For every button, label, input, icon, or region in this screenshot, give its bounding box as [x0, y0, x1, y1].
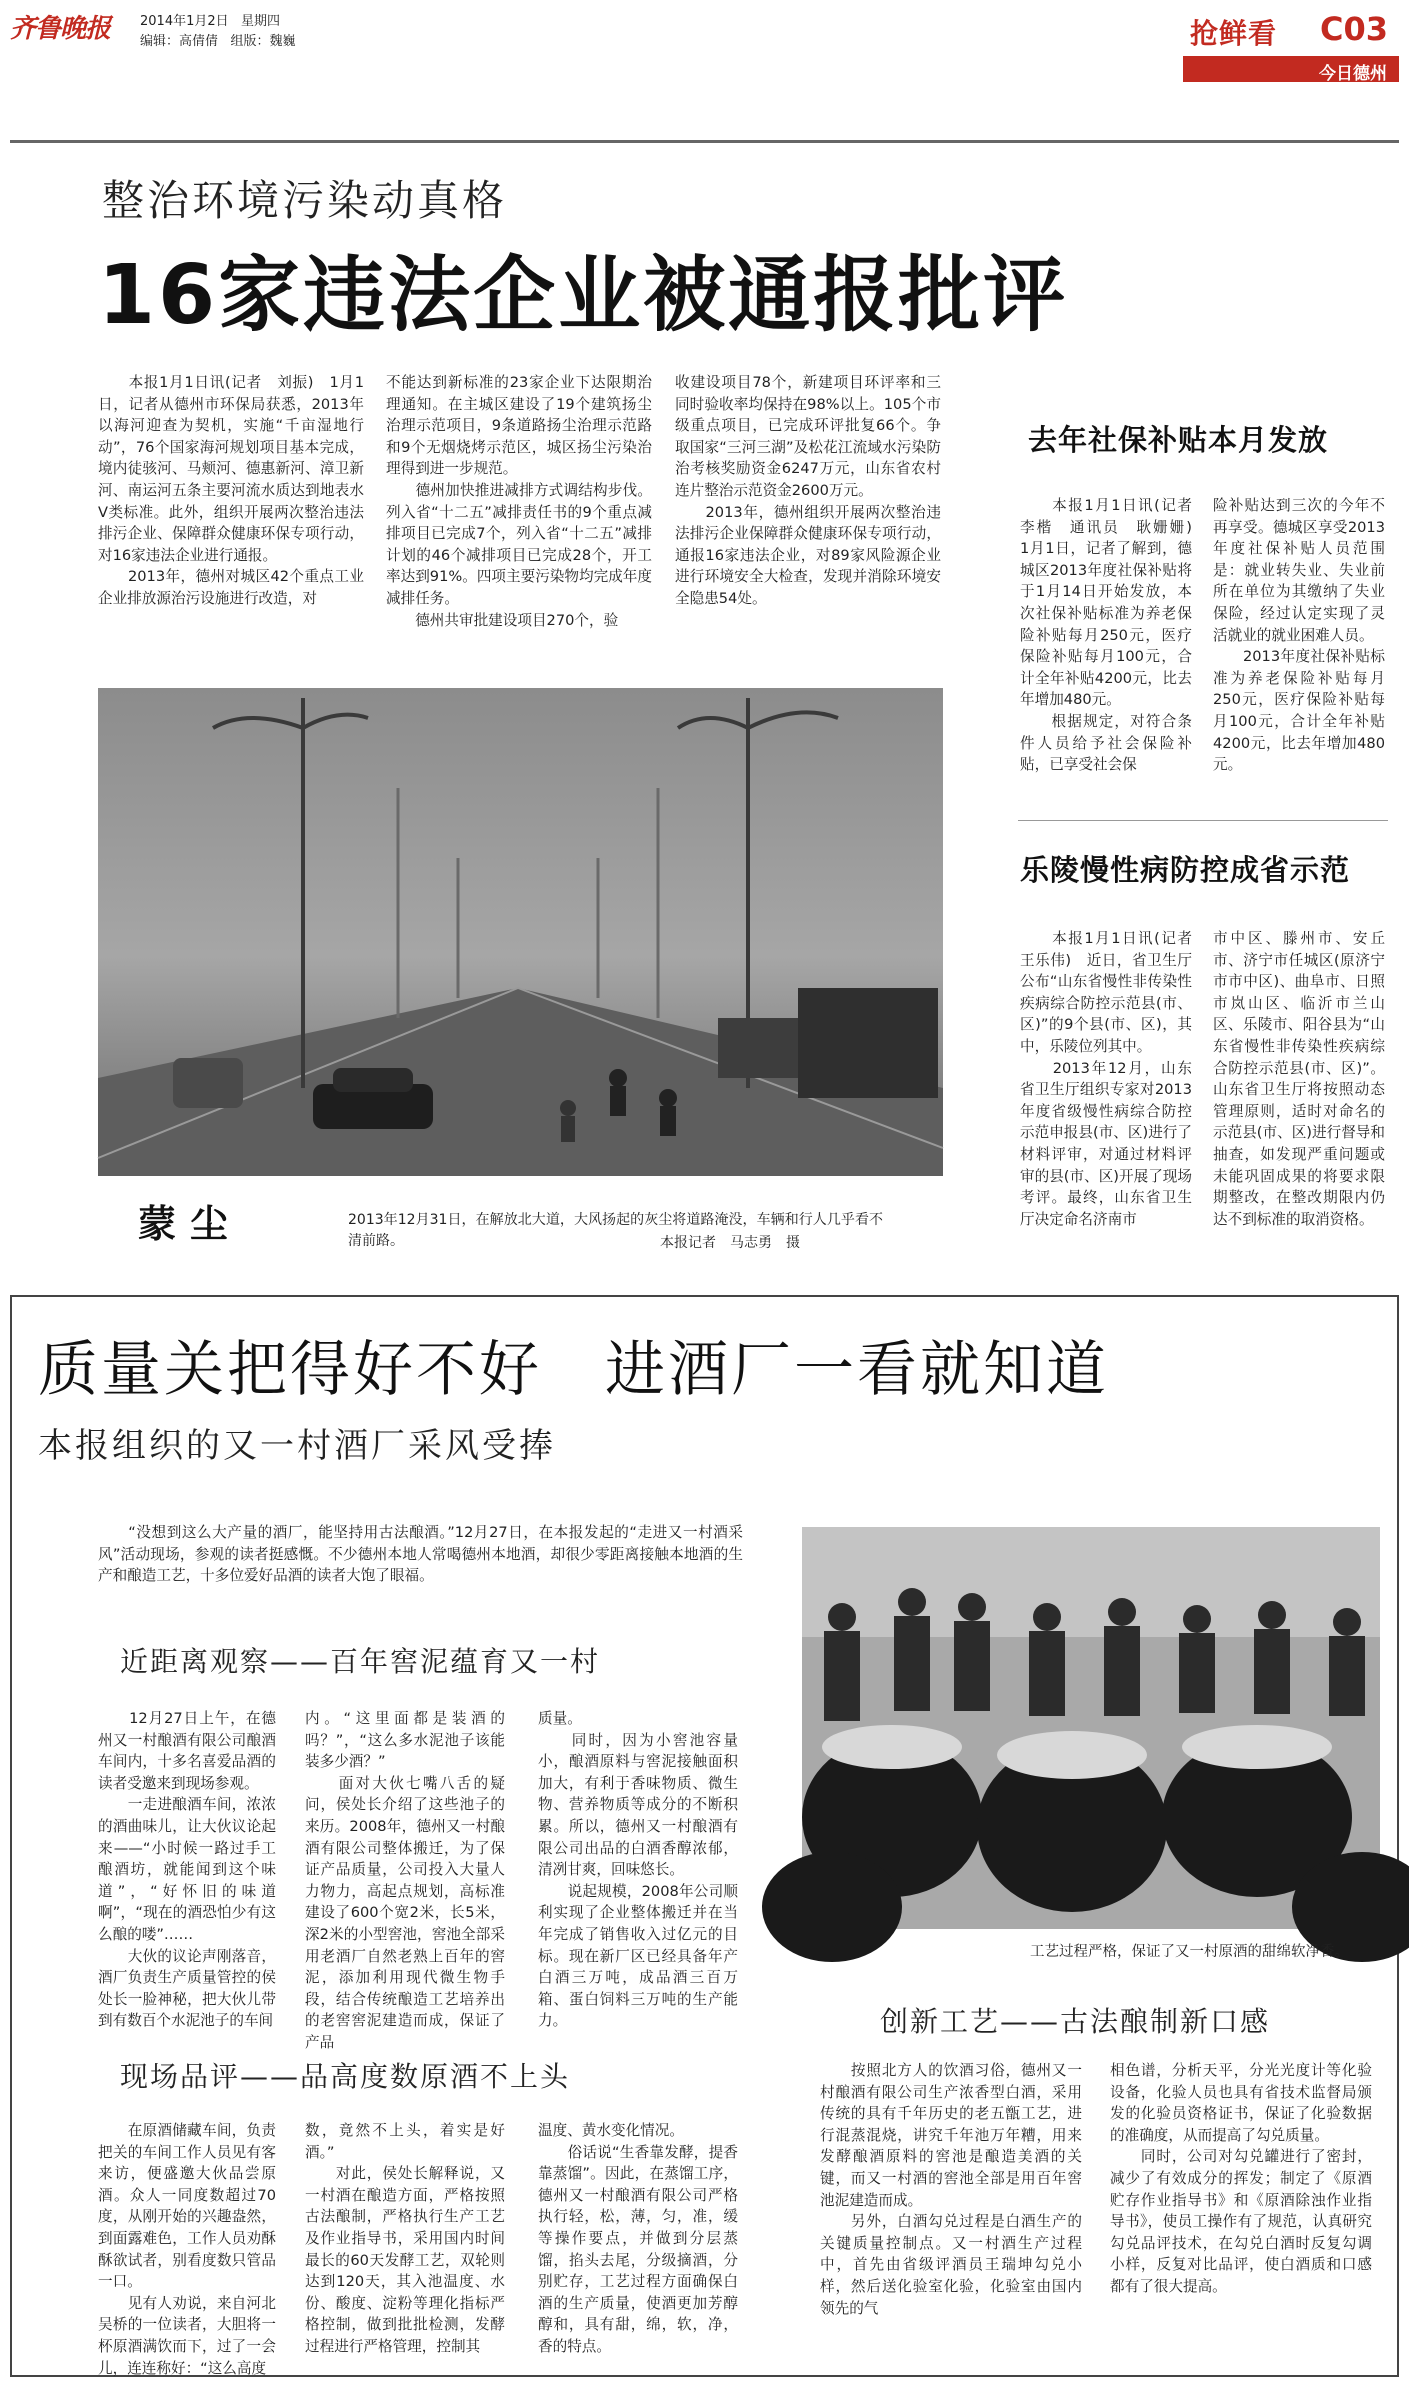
feature-subhead: 本报组织的又一村酒厂采风受捧	[38, 1426, 556, 1466]
side1-col-2: 险补贴达到三次的今年不再享受。德城区享受2013年度社保补贴人员范围是：就业转失业、失业前所在单位为其缴纳了失业保险，经过认定实现了灵活就业的就业困难人员。 2013年度社保补贴标准为养老保险补贴每月250元，医疗保险补贴每月100元，合计全年补贴4200元，比去年增加480元。	[1213, 497, 1385, 774]
side1-headline: 去年社保补贴本月发放	[1028, 423, 1329, 457]
section-sub-badge	[1183, 56, 1399, 82]
layout-label: 组版	[230, 34, 257, 49]
lead-col-2: 不能达到新标准的23家企业下达限期治理通知。在主城区建设了19个建筑扬尘治理示范项目，9条道路扬尘治理示范路和9个无烟烧烤示范区，城区扬尘污染治理得到进一步规范。 德州加快推进减排方式调结构步伐。列入省“十二五”减排责任书的9个重点减排项目已完成7个，列入省“十二五”减排计划的46个减排项目已完成28个，开工率达到91%。四项主要污染物均完成年度减排任务。 德州共审批建设项目270个，验	[386, 374, 652, 629]
photo1-credit: 本报记者 马志勇 摄	[660, 1235, 800, 1251]
lead-col-1: 本报1月1日讯(记者 刘振) 1月1日，记者从德州市环保局获悉，2013年以海河迎查为契机，实施“千亩湿地行动”，76个国家海河规划项目基本完成，境内徒骇河、马颊河、德惠新河、漳卫新河、南运河五条主要河流水质达到地表水Ⅴ类标准。此外，组织开展两次整治违法排污企业、保障群众健康环保专项行动，对16家违法企业进行通报。 2013年，德州对城区42个重点工业企业排放源治污设施进行改造，对	[98, 374, 364, 607]
layout-name: 魏巍	[269, 34, 296, 49]
editor-label: 编辑	[140, 34, 167, 49]
header-rule	[10, 140, 1399, 143]
winery-photo	[802, 1527, 1380, 1929]
s1-col-3: 质量。 同时，因为小窖池容量小，酿酒原料与窖泥接触面积加大，有利于香味物质、微生物、营养物质等成分的不断积累。所以，德州又一村酿酒有限公司出品的白酒香醇浓郁，清冽甘爽，回味悠长。 说起规模，2008年公司顺利实现了企业整体搬迁并在当年完成了销售收入过亿元的目标。现在新厂区已经具备年产白酒三万吨，成品酒三百万箱、蛋白饲料三万吨的生产能力。	[538, 1710, 738, 2030]
lead-headline: 16家违法企业被通报批评	[98, 248, 1069, 343]
smog-photo	[98, 688, 943, 1176]
section-sub-text: 今日德州	[1319, 64, 1387, 84]
winery-jars-image	[802, 1527, 1380, 1929]
lead-kicker: 整治环境污染动真格	[102, 176, 508, 225]
s1-col-2: 内。“这里面都是装酒的吗？”，“这么多水泥池子该能装多少酒？” 面对大伙七嘴八舌的疑问，侯处长介绍了这些池子的来历。2008年，德州又一村酿酒有限公司整体搬迁，为了保证产品质量，公司投入大量人力物力，高起点规划，高标准建设了600个宽2米，长5米，深2米的小型窖池，窖池全部采用老酒厂自然老熟上百年的窖泥，添加利用现代微生物手段，结合传统酿造工艺培养出的老窖窖泥建造而成，保证了产品	[305, 1710, 505, 2051]
smog-street-image	[98, 688, 943, 1176]
date-text: 2014年1月2日	[140, 14, 229, 29]
section-name: 抢鲜看	[1190, 17, 1278, 50]
winery-photo-caption: 工艺过程严格，保证了又一村原酒的甜绵软净香。	[1030, 1944, 1349, 1960]
side2-headline: 乐陵慢性病防控成省示范	[1020, 853, 1351, 887]
feature-headline: 质量关把得好不好 进酒厂一看就知道	[38, 1335, 1109, 1405]
s2-col-3: 温度、黄水变化情况。 俗话说“生香靠发酵，提香靠蒸馏”。因此，在蒸馏工序，德州又一村酿酒有限公司严格执行轻，松，薄，匀，准，缓等操作要点，并做到分层蒸馏，掐头去尾，分级摘酒，分别贮存，工艺过程方面确保白酒的生产质量，使酒更加芳醇醇和，具有甜，绵，软，净，香的特点。	[538, 2122, 738, 2355]
weekday-text: 星期四	[241, 14, 281, 29]
section3-title: 创新工艺——古法酿制新口感	[880, 2005, 1271, 2038]
editor-line: 编辑：高倩倩 组版：魏巍	[140, 34, 296, 49]
s3-col-1: 按照北方人的饮酒习俗，德州又一村酿酒有限公司生产浓香型白酒，采用传统的具有千年历史的老五甑工艺，进行混蒸混烧，讲究千年池万年糟，用来发酵酿酒原料的窖池是酿造美酒的关键，而又一村酒的窖池全部是用百年窖池泥建造而成。 另外，白酒勾兑过程是白酒生产的关键质量控制点。又一村酒生产过程中，首先由省级评酒员王瑞坤勾兑小样，然后送化验室化验，化验室由国内领先的气	[820, 2062, 1082, 2317]
section1-title: 近距离观察——百年窖泥蕴育又一村	[120, 1645, 601, 1678]
s3-col-2: 相色谱，分析天平，分光光度计等化验设备，化验人员也具有省技术监督局颁发的化验员资格证书，保证了化验数据的准确度，从而提高了勾兑质量。 同时，公司对勾兑罐进行了密封，减少了有效成分的挥发；制定了《原酒贮存作业指导书》和《原酒除浊作业指导书》，使员工操作有了规范，认真研究勾兑品评技术，在勾兑白酒时反复勾调小样，反复对比品评，使白酒质和口感都有了很大提高。	[1110, 2062, 1372, 2295]
issue-date	[140, 10, 280, 29]
side-divider	[1018, 820, 1388, 821]
feature-intro: “没想到这么大产量的酒厂，能坚持用古法酿酒。”12月27日，在本报发起的“走进又一村酒采风”活动现场，参观的读者挺感慨。不少德州本地人常喝德州本地酒，却很少零距离接触本地酒的生产和酿造工艺，十多位爱好品酒的读者大饱了眼福。	[98, 1524, 743, 1585]
s2-col-2: 数，竟然不上头，着实是好酒。” 对此，侯处长解释说，又一村酒在酿造方面，严格按照古法酿制，严格执行生产工艺及作业指导书，采用国内时间最长的60天发酵工艺，双轮则达到120天，其入池温度、水份、酸度、淀粉等理化指标严格控制，做到批批检测，发酵过程进行严格管理，控制其	[305, 2122, 505, 2355]
s1-col-1: 12月27日上午，在德州又一村酿酒有限公司酿酒车间内，十多名喜爱品酒的读者受邀来到现场参观。 一走进酿酒车间，浓浓的酒曲味儿，让大伙议论起来——“小时候一路过手工酿酒坊，就能闻到这个味道”，“好怀旧的味道啊”，“现在的酒恐怕少有这么酿的喽”…… 大伙的议论声刚落音，酒厂负责生产质量管控的侯处长一脸神秘，把大伙儿带到有数百个水泥池子的车间	[98, 1710, 276, 2030]
side2-col-2: 市中区、滕州市、安丘市、济宁市任城区(原济宁市市中区)、曲阜市、日照市岚山区、临沂市兰山区、乐陵市、阳谷县为“山东省慢性非传染性疾病综合防控示范县(市、区)”。山东省卫生厅将按照动态管理原则，适时对命名的示范县(市、区)进行督导和抽查，如发现严重问题或未能巩固成果的将要求限期整改，在整改期限内仍达不到标准的取消资格。	[1213, 930, 1385, 1228]
page-number: C03	[1320, 10, 1389, 48]
side2-col-1: 本报1月1日讯(记者 王乐伟) 近日，省卫生厅公布“山东省慢性非传染性疾病综合防控示范县(市、区)”的9个县(市、区)，其中，乐陵位列其中。 2013年12月，山东省卫生厅组织专家对2013年度省级慢性病综合防控示范申报县(市、区)进行了材料评审，对通过材料评审的县(市、区)开展了现场考评。最终，山东省卫生厅决定命名济南市	[1020, 930, 1192, 1228]
s2-col-1: 在原酒储藏车间，负责把关的车间工作人员见有客来访，便盛邀大伙品尝原酒。众人一同度数超过70度，从刚开始的兴趣盎然，到面露难色，工作人员劝酥酥欲试者，别看度数只管品一口。 见有人劝说，来自河北吴桥的一位读者，大胆将一杯原酒满饮而下，过了一会儿，连连称好：“这么高度	[98, 2122, 276, 2377]
photo1-caption: 2013年12月31日，在解放北大道，大风扬起的灰尘将道路淹没，车辆和行人几乎看不清前路。	[348, 1212, 883, 1249]
photo1-title: 蒙尘	[138, 1202, 243, 1246]
masthead-logo: 齐鲁晚报	[10, 14, 111, 44]
editor-name: 高倩倩	[179, 34, 219, 49]
section2-title: 现场品评——品高度数原酒不上头	[120, 2060, 571, 2093]
side1-col-1: 本报1月1日讯(记者 李楷 通讯员 耿姗姗) 1月1日，记者了解到，德城区2013年度社保补贴将于1月14日开始发放，本次社保补贴标准为养老保险补贴每月250元，医疗保险补贴每月100元，合计全年补贴4200元，比去年增加480元。 根据规定，对符合条件人员给予社会保险补贴，已享受社会保	[1020, 497, 1192, 774]
lead-col-3: 收建设项目78个，新建项目环评率和三同时验收率均保持在98%以上。105个市级重点项目，已完成环评批复66个。争取国家“三河三湖”及松花江流域水污染防治考核奖励资金6247万元，山东省农村连片整治示范资金2600万元。 2013年，德州组织开展两次整治违法排污企业保障群众健康环保专项行动，通报16家违法企业，对89家风险源企业进行环境安全大检查，发现并消除环境安全隐患54处。	[675, 374, 941, 607]
